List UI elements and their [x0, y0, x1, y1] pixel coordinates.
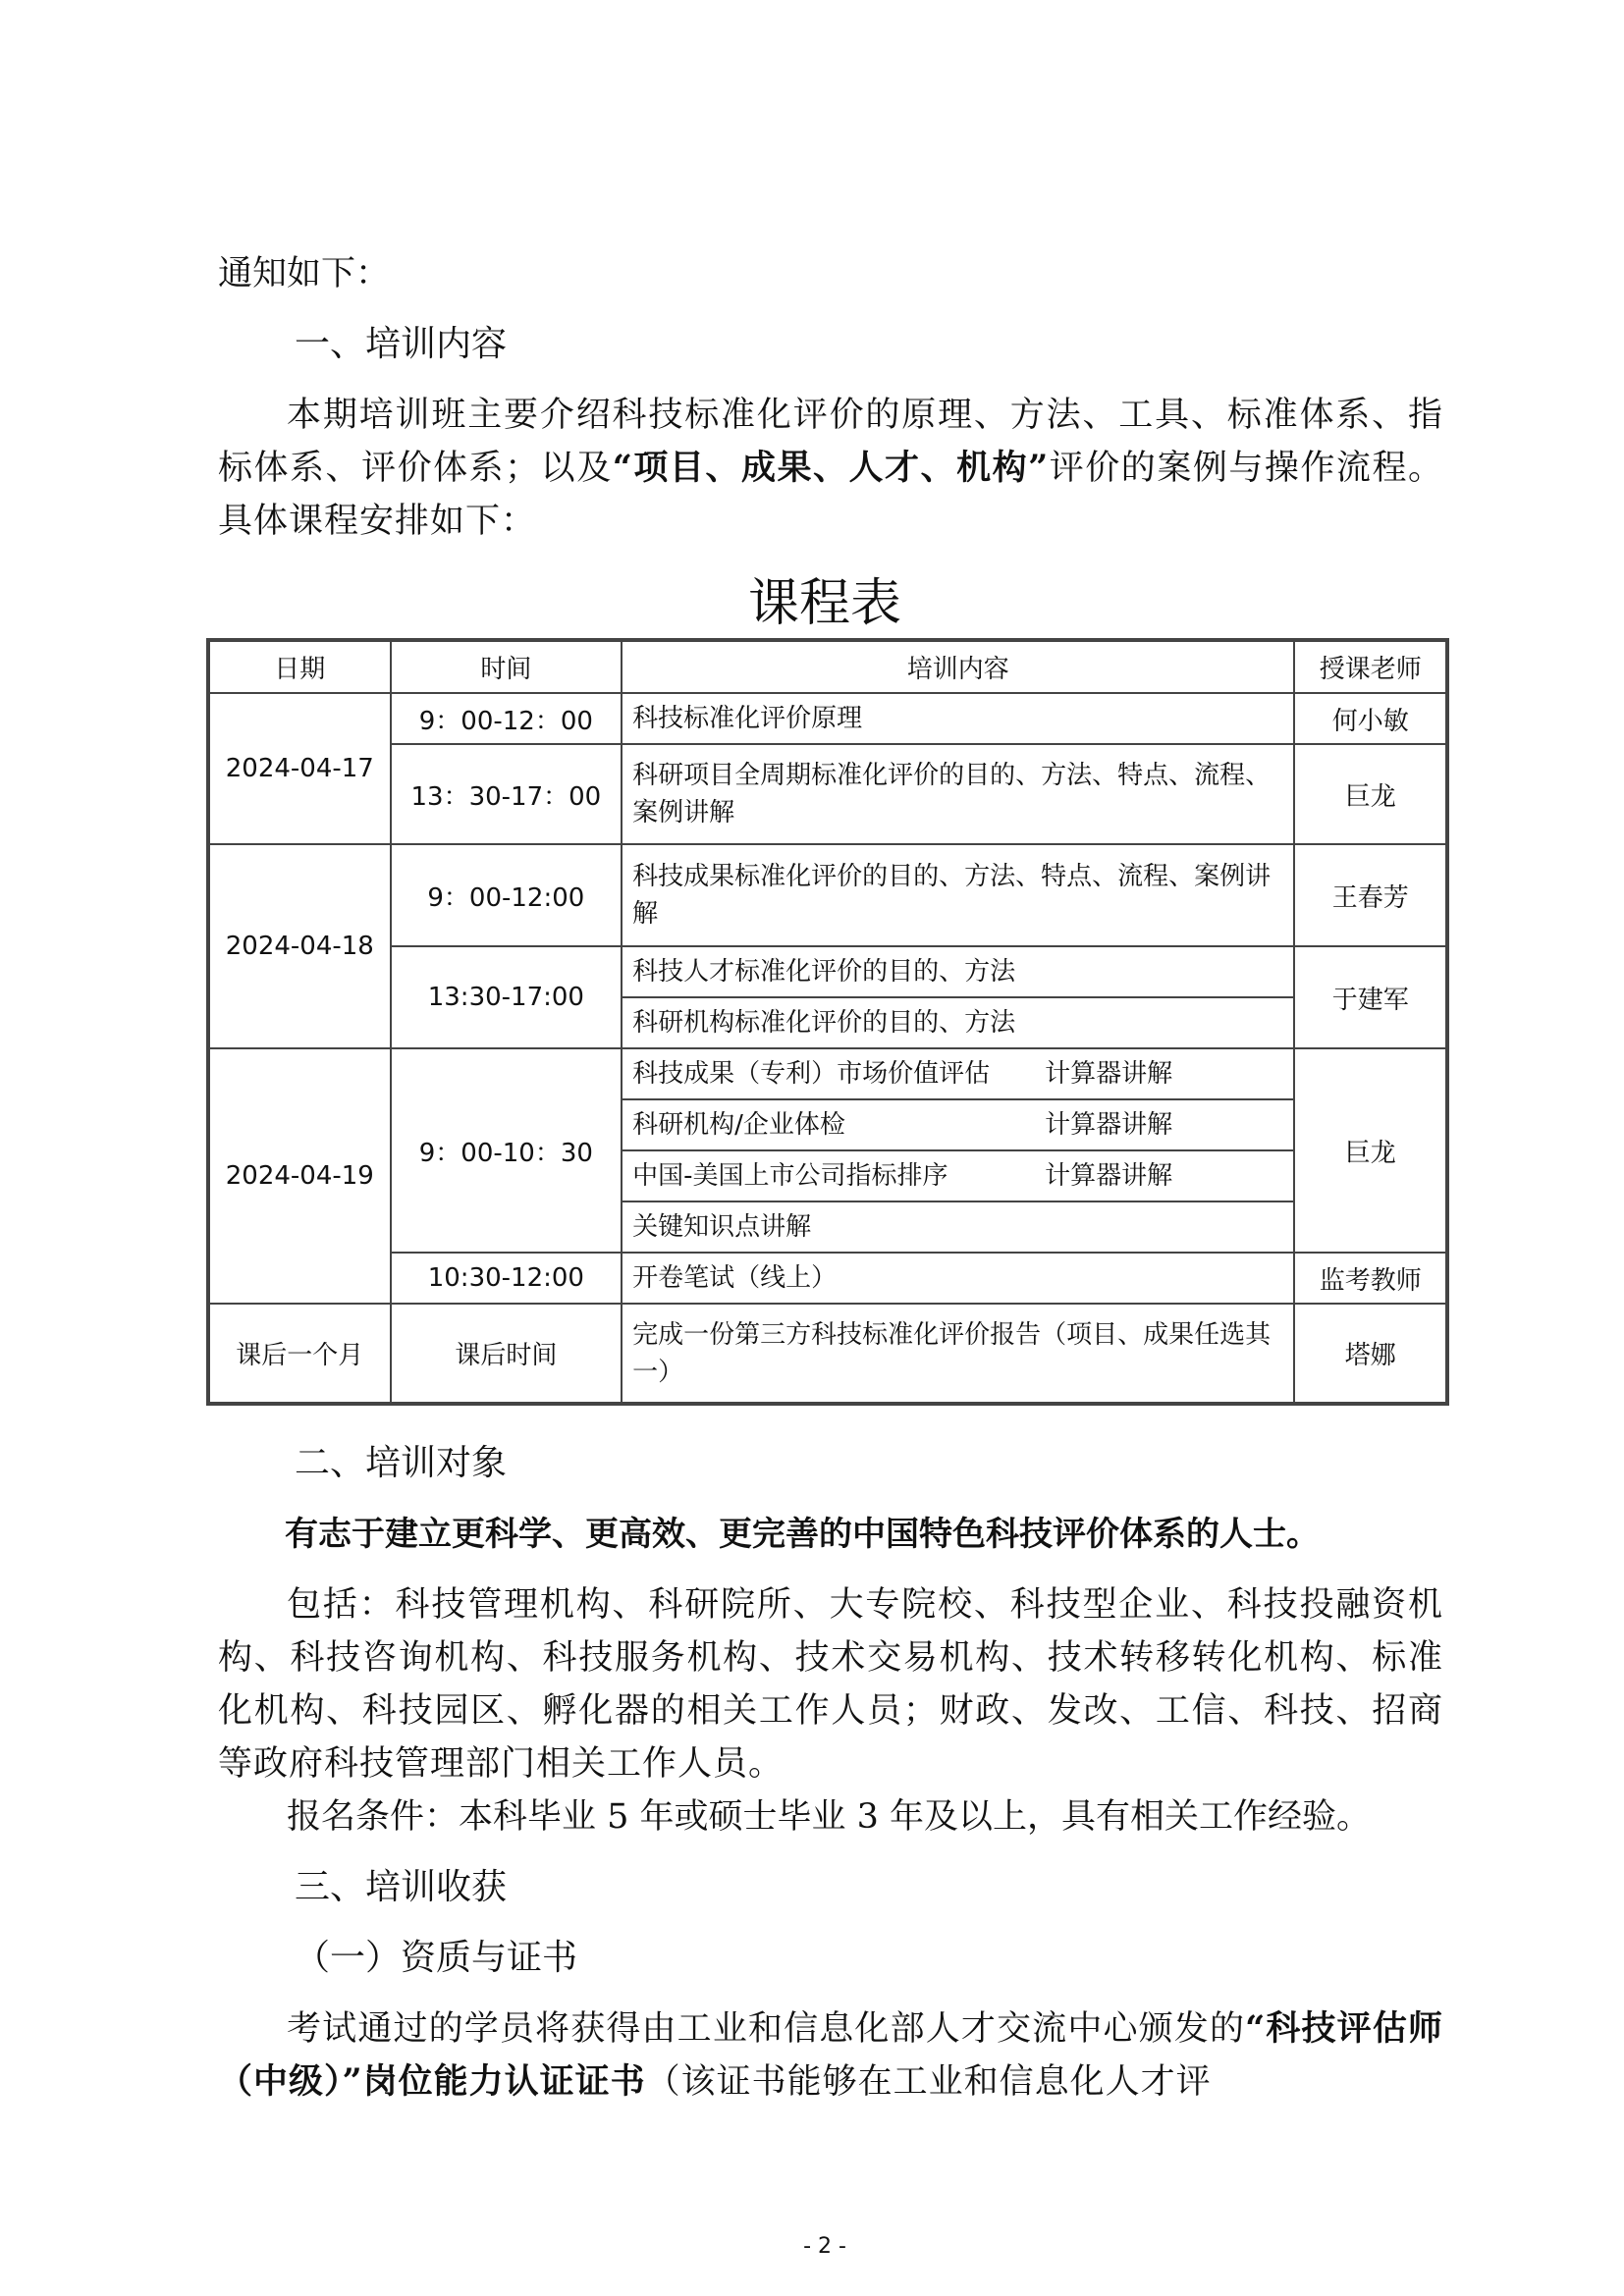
day3-slot1-teacher: 巨龙 [1294, 1048, 1447, 1253]
section3-paragraph [218, 2002, 1443, 2109]
day3-slot2-content: 开卷笔试（线上） [622, 1253, 1294, 1304]
day1-slot2-content: 科研项目全周期标准化评价的目的、方法、特点、流程、案例讲解 [622, 744, 1294, 844]
day1-slot2-time: 13：30-17：00 [391, 744, 622, 844]
day2-date: 2024-04-18 [208, 844, 391, 1048]
day3-item: 中国-美国上市公司指标排序 [632, 1161, 948, 1191]
day3-item: 科研机构/企业体检 [632, 1110, 845, 1140]
section2-bold-line: 有志于建立更科学、更高效、更完善的中国特色科技评价体系的人士。 [285, 1515, 1320, 1554]
section1-text-a: 本期培训班主要介绍科技标准化评价的原理、方法、工具、标准体系、指标体系、评价体系；以及 [218, 396, 1443, 488]
day3-slot1-time: 9：00-10：30 [391, 1048, 622, 1253]
header-content: 培训内容 [622, 640, 1294, 693]
after-teacher: 塔娜 [1294, 1304, 1447, 1404]
day3-item-row [622, 1048, 1294, 1099]
header-teacher: 授课老师 [1294, 640, 1447, 693]
day3-slot2-time: 10:30-12:00 [391, 1253, 622, 1304]
day2-slot1-time: 9：00-12:00 [391, 844, 622, 946]
section1-paragraph [218, 389, 1443, 548]
day1-date: 2024-04-17 [208, 693, 391, 844]
day3-item-row [622, 1099, 1294, 1150]
day3-item-tool: 计算器讲解 [1045, 1059, 1173, 1089]
schedule-title: 课程表 [747, 574, 901, 633]
section3-text-a: 考试通过的学员将获得由工业和信息化部人才交流中心颁发的 [287, 2009, 1246, 2049]
day2-slot1-teacher: 王春芳 [1294, 844, 1447, 946]
day1-slot1-teacher: 何小敏 [1294, 693, 1447, 744]
header-date: 日期 [208, 640, 391, 693]
after-date: 课后一个月 [208, 1304, 391, 1404]
day2-slot2-content-a: 科技人才标准化评价的目的、方法 [622, 946, 1294, 997]
day2-slot2-teacher: 于建军 [1294, 946, 1447, 1048]
day2-slot2-time: 13:30-17:00 [391, 946, 622, 1048]
table-row [208, 844, 1447, 946]
section3-sub1-heading: （一）资质与证书 [295, 1938, 578, 1978]
day3-item-tool: 计算器讲解 [1045, 1161, 1173, 1191]
after-content: 完成一份第三方科技标准化评价报告（项目、成果任选其一） [622, 1304, 1294, 1404]
day2-slot1-content: 科技成果标准化评价的目的、方法、特点、流程、案例讲解 [622, 844, 1294, 946]
table-row [208, 693, 1447, 744]
table-row [208, 946, 1447, 997]
section1-text-b: 评价的案例与操作流程。具体课程安排如下： [218, 449, 1443, 541]
table-header-row [208, 640, 1447, 693]
day3-slot2-teacher: 监考教师 [1294, 1253, 1447, 1304]
day3-item-tool: 计算器讲解 [1045, 1110, 1173, 1140]
day1-slot2-teacher: 巨龙 [1294, 744, 1447, 844]
table-row [208, 1253, 1447, 1304]
section3-text-b: （该证书能够在工业和信息化人才评 [645, 2062, 1212, 2102]
intro-line: 通知如下： [218, 254, 391, 294]
table-row [208, 744, 1447, 844]
day3-item: 科技成果（专利）市场价值评估 [632, 1059, 991, 1089]
day1-slot1-content: 科技标准化评价原理 [622, 693, 1294, 744]
table-row [208, 1048, 1447, 1099]
section1-heading: 一、培训内容 [295, 324, 508, 364]
day3-item: 关键知识点讲解 [632, 1212, 812, 1242]
section2-include-paragraph: 包括：科技管理机构、科研院所、大专院校、科技型企业、科技投融资机构、科技咨询机构、科技服务机构、技术交易机构、技术转移转化机构、标准化机构、科技园区、孵化器的相关工作人员；财政、发改、工信、科技、招商等政府科技管理部门相关工作人员。 [218, 1585, 1443, 1784]
day2-slot2-content-b: 科研机构标准化评价的目的、方法 [622, 997, 1294, 1048]
schedule-table [206, 638, 1449, 1406]
day1-slot1-time: 9：00-12：00 [391, 693, 622, 744]
section3-text-bold: “科技评估师（中级）”岗位能力认证证书 [218, 2008, 1443, 2102]
section1-text-bold: “项目、成果、人才、机构” [612, 448, 1050, 488]
page-number: - 2 - [803, 2234, 846, 2259]
header-time: 时间 [391, 640, 622, 693]
after-time: 课后时间 [391, 1304, 622, 1404]
day3-date: 2024-04-19 [208, 1048, 391, 1304]
table-row [208, 1304, 1447, 1404]
section2-heading: 二、培训对象 [295, 1443, 508, 1483]
day3-item-row [622, 1150, 1294, 1201]
section3-heading: 三、培训收获 [295, 1867, 508, 1907]
day3-item-row [622, 1201, 1294, 1253]
section2-requirement: 报名条件：本科毕业 5 年或硕士毕业 3 年及以上，具有相关工作经验。 [287, 1797, 1372, 1837]
